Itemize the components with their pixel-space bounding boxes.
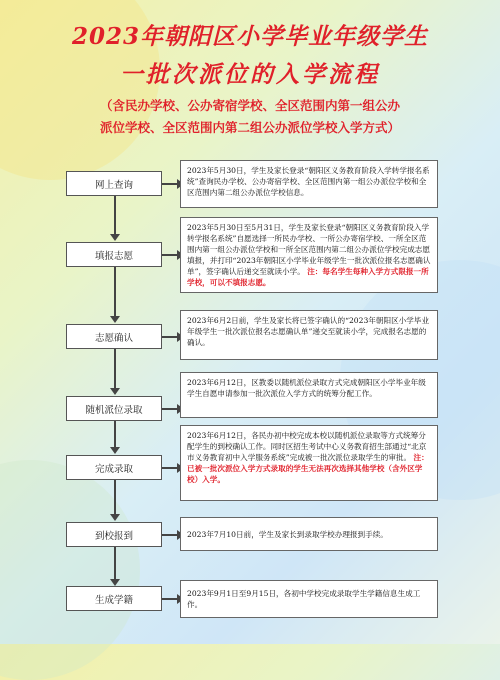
subtitle-line2: 派位学校、全区范围内第二组公办派位学校入学方式） [99,120,400,135]
step-box [66,455,162,480]
step-arrow [162,467,178,469]
step-text: 2023年9月1日至9月15日，各初中学校完成录取学生学籍信息生成工作。 [187,589,421,609]
step-description [180,517,438,551]
background-decoration [0,460,140,680]
flow-connector [114,349,116,390]
step-text: 2023年5月30日至5月31日，学生及家长登录“朝阳区义务教育阶段入学转学报名系统”自愿选择一所民办学校、一所公办寄宿学校、一所全区范围内第一组公办派位学校和一所全区范围内第二组公办派位学校完成志愿填报，并打印“2023年朝阳区小学毕业年级学生一批次派位报名志愿确认单”，签字确认后递交至就读小学。 [187,223,431,276]
step-text: 2023年5月30日，学生及家长登录“朝阳区义务教育阶段入学转学报名系统”查询民办学校、公办寄宿学校、全区范围内第一组公办派位学校和全区范围内第二组公办派位学校信息。 [187,166,430,197]
step-text: 2023年6月2日前，学生及家长将已签字确认的“2023年朝阳区小学毕业年级学生一批次派位报名志愿确认单”递交至就读小学，完成报名志愿的确认。 [187,316,430,347]
step-box [66,586,162,611]
step-description [180,310,438,360]
flow-arrow-down [110,388,120,395]
step-arrow [162,598,178,600]
flow-arrow-down [110,447,120,454]
flow-connector [114,421,116,449]
step-description [180,425,438,501]
step-label: 生成学籍 [94,594,133,606]
page-title: 2023年朝阳区小学毕业年级学生 [71,23,428,50]
step-text: 2023年6月12日，区教委以随机派位录取方式完成朝阳区小学毕业年级学生自愿申请参加一批次派位入学方式的统筹分配工作。 [187,378,426,398]
page-title-line2: 一批次派位的入学流程 [120,61,380,88]
step-label: 完成录取 [94,463,133,475]
step-text: 2023年6月12日，各民办初中校完成本校以随机派位录取等方式统筹分配学生的到校确认工作。同时区招生考试中心义务教育招生部通过“北京市义务教育初中入学服务系统”完成被一批次派位录取学生的审批。 [187,431,427,462]
step-box [66,522,162,547]
step-text: 2023年7月10日前，学生及家长到录取学校办理报到手续。 [187,529,388,539]
flow-connector [114,196,116,236]
step-note: 注：每名学生每种入学方式限报一所学校，可以不填报志愿。 [187,267,429,287]
flow-arrow-down [110,579,120,586]
step-note: 注：已被一批次派位入学方式录取的学生无法再次选择其他学校（含外区学校）入学。 [187,453,429,484]
step-description [180,217,438,293]
step-description [180,372,438,418]
step-box [66,171,162,196]
subtitle: （含民办学校、公办寄宿学校、全区范围内第一组公办 [99,98,400,113]
step-label: 随机派位录取 [85,404,143,416]
step-arrow [162,534,178,536]
flow-arrow-down [110,514,120,521]
step-box [66,242,162,267]
step-arrow [162,408,178,410]
flow-connector [114,480,116,516]
flow-connector [114,267,116,318]
step-label: 到校报到 [94,530,133,542]
step-description [180,160,438,208]
step-label: 填报志愿 [94,250,133,262]
step-arrow [162,183,178,185]
flow-connector [114,547,116,581]
step-arrow [162,336,178,338]
flow-arrow-down [110,234,120,241]
step-box [66,324,162,349]
step-label: 网上查询 [94,179,133,191]
step-description [180,580,438,618]
step-arrow [162,254,178,256]
step-box [66,396,162,421]
flow-arrow-down [110,316,120,323]
step-label: 志愿确认 [94,332,133,344]
